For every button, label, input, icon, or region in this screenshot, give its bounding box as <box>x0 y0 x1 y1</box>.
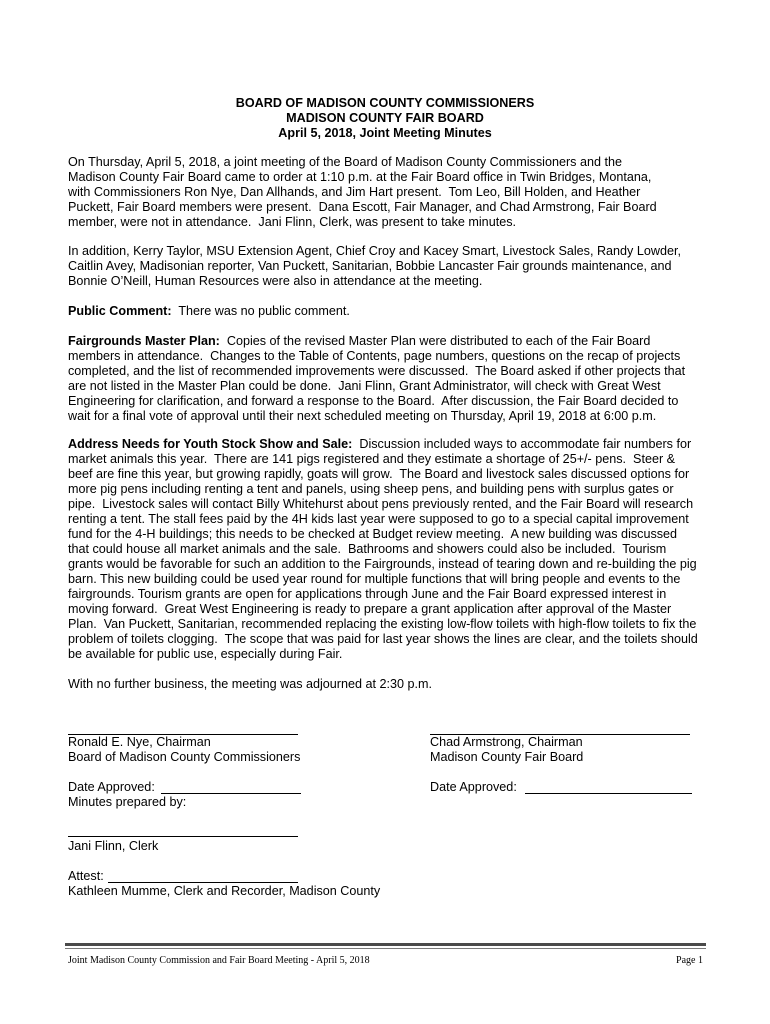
clerk-name: Jani Flinn, Clerk <box>68 838 159 853</box>
paragraph-line: market animals this year. There are 141 pigs registered and they estimate a shortage of 25+/- pens. Steer & <box>68 451 676 466</box>
paragraph-line <box>68 304 350 319</box>
page-number: Page 1 <box>676 955 703 966</box>
header-subtitle: MADISON COUNTY FAIR BOARD <box>286 110 484 125</box>
minutes-prepared-by-label: Minutes prepared by: <box>68 794 187 809</box>
fairgrounds-master-plan-section <box>68 334 685 424</box>
date-approved-label-left: Date Approved: <box>68 779 155 794</box>
paragraph-line: moving forward. Great West Engineering is ready to prepare a grant application after approval of the Master <box>68 601 672 616</box>
footer-title: Joint Madison County Commission and Fair Board Meeting - April 5, 2018 <box>68 955 370 966</box>
paragraph-line: wait for a final vote of approval until their next scheduled meeting on Thursday, April 19, 2018 at 6:00 p.m. <box>68 408 657 423</box>
paragraph-line: Madison County Fair Board came to order at 1:10 p.m. at the Fair Board office in Twin Bridges, Montana, <box>68 169 652 184</box>
paragraph-line: more pig pens including renting a tent and panels, using sheep pens, and building pens with surplus gates or <box>68 481 674 496</box>
section-heading: Fairgrounds Master Plan: <box>68 333 220 348</box>
paragraph-text: Copies of the revised Master Plan were distributed to each of the Fair Board <box>219 333 651 348</box>
paragraph-line: grants would be favorable for such an addition to the Fairgrounds, instead of tearing down and re-building the pig <box>68 556 697 571</box>
paragraph-line <box>68 334 685 349</box>
paragraph-line: pipe. Livestock sales will contact Billy Whitehurst about pens previously rented, and the Fair Board will research <box>68 496 694 511</box>
adjournment-paragraph <box>68 677 432 692</box>
paragraph-line: Caitlin Avey, Madisonian reporter, Van Puckett, Sanitarian, Bobbie Lancaster Fair grounds maintenance, and <box>68 258 672 273</box>
paragraph-line: problem of toilets clogging. The scope that was paid for last year shows the lines are clear, and the toilets should <box>68 631 698 646</box>
header-title: BOARD OF MADISON COUNTY COMMISSIONERS <box>235 95 535 110</box>
paragraph-line: Engineering for clarification, and forward a response to the Board. After discussion, the Fair Board decided to <box>68 393 679 408</box>
paragraph-line: member, were not in attendance. Jani Flinn, Clerk, was present to take minutes. <box>68 214 516 229</box>
paragraph-line: renting a tent. The stall fees paid by the 4H kids last year were supposed to go to a special capital improvement <box>68 511 689 526</box>
commission-chair-name: Ronald E. Nye, Chairman <box>68 734 211 749</box>
attendees-paragraph <box>68 244 681 289</box>
attest-label: Attest: <box>68 868 104 883</box>
signature-line-clerk <box>68 836 298 837</box>
paragraph-line: Puckett, Fair Board members were present. Dana Escott, Fair Manager, and Chad Armstrong, Fair Board <box>68 199 657 214</box>
commission-chair-title: Board of Madison County Commissioners <box>68 749 301 764</box>
document-header <box>0 96 770 141</box>
footer-divider <box>65 943 706 946</box>
paragraph-line: Plan. Van Puckett, Sanitarian, recommended replacing the existing low-flow toilets with high-flow toilets to fix the <box>68 616 697 631</box>
header-meeting-title: April 5, 2018, Joint Meeting Minutes <box>278 125 492 140</box>
paragraph-line: that could house all market animals and the sale. Bathrooms and showers could also be included. Tourism <box>68 541 667 556</box>
paragraph-text: There was no public comment. <box>171 303 350 318</box>
paragraph-line: barn. This new building could be used year round for multiple functions that will bring people and events to the <box>68 571 681 586</box>
public-comment-section <box>68 304 350 319</box>
paragraph-line: are not listed in the Master Plan could be done. Jani Flinn, Grant Administrator, will check with Great West <box>68 378 661 393</box>
paragraph-text: Discussion included ways to accommodate fair numbers for <box>352 436 692 451</box>
date-approved-line-right <box>525 793 692 794</box>
youth-stock-show-section <box>68 437 698 662</box>
recorder-name: Kathleen Mumme, Clerk and Recorder, Madison County <box>68 883 381 898</box>
paragraph-line: with Commissioners Ron Nye, Dan Allhands, and Jim Hart present. Tom Leo, Bill Holden, and Heather <box>68 184 641 199</box>
section-heading: Public Comment: <box>68 303 172 318</box>
paragraph-line: On Thursday, April 5, 2018, a joint meeting of the Board of Madison County Commissioners and the <box>68 154 622 169</box>
paragraph-line <box>68 437 698 452</box>
paragraph-line: In addition, Kerry Taylor, MSU Extension Agent, Chief Croy and Kacey Smart, Livestock Sales, Randy Lowder, <box>68 243 681 258</box>
footer-divider-thin <box>65 948 706 949</box>
date-approved-label-right: Date Approved: <box>430 779 517 794</box>
intro-paragraph <box>68 155 657 230</box>
paragraph-line: be available for public use, especially during Fair. <box>68 646 343 661</box>
fair-board-chair-name: Chad Armstrong, Chairman <box>430 734 583 749</box>
paragraph-line: With no further business, the meeting was adjourned at 2:30 p.m. <box>68 676 433 691</box>
paragraph-line: fairgrounds. Tourism grants are open for applications through June and the Fair Board expressed interest in <box>68 586 667 601</box>
paragraph-line: Bonnie O’Neill, Human Resources were also in attendance at the meeting. <box>68 273 483 288</box>
paragraph-line: members in attendance. Changes to the Table of Contents, page numbers, questions on the recap of projects <box>68 348 681 363</box>
fair-board-chair-title: Madison County Fair Board <box>430 749 584 764</box>
section-heading: Address Needs for Youth Stock Show and Sale: <box>68 436 353 451</box>
paragraph-line: fund for the 4-H buildings; this needs to be checked at Budget review meeting. A new building was discussed <box>68 526 678 541</box>
paragraph-line: completed, and the list of recommended improvements were discussed. The Board asked if other projects that <box>68 363 686 378</box>
paragraph-line: beef are fine this year, but growing rapidly, goats will grow. The Board and livestock sales discussed options for <box>68 466 690 481</box>
